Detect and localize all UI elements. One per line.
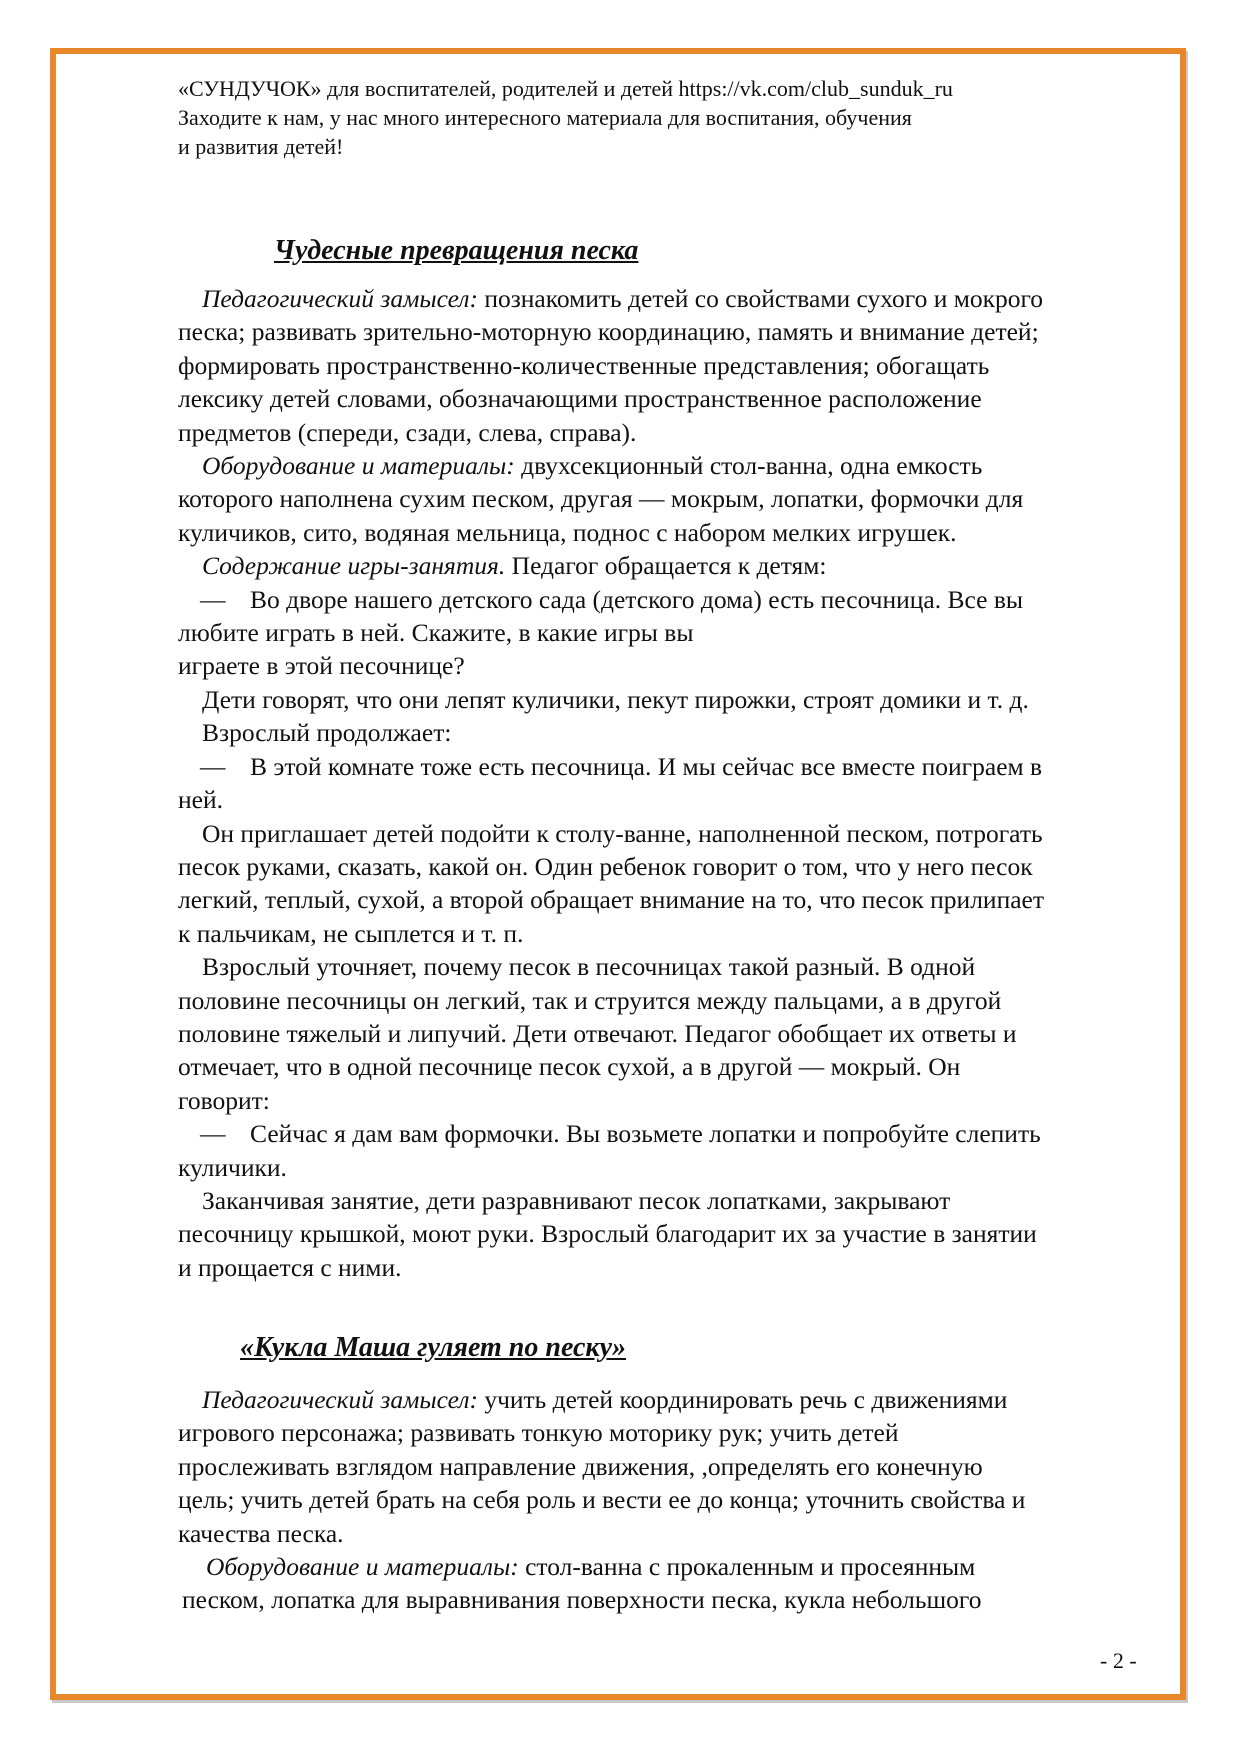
dash-mark: —	[200, 1119, 226, 1149]
page-number: - 2 -	[1100, 1648, 1137, 1673]
dash-mark: —	[200, 751, 226, 781]
paragraph-line	[178, 1550, 1150, 1583]
text: В этой комнате тоже есть песочница. И мы сейчас все вместе поиграем в	[250, 751, 1043, 781]
paragraph-line: песок руками, сказать, какой он. Один ребенок говорит о том, что у него песок	[178, 851, 1033, 881]
paragraph-line: Заканчивая занятие, дети разравнивают песок лопатками, закрывают	[202, 1185, 951, 1215]
paragraph-line: цель; учить детей брать на себя роль и вести ее до конца; уточнить свойства и	[178, 1485, 1026, 1515]
paragraph-line: Дети говорят, что они лепят куличики, пекут пирожки, строят домики и т. д.	[202, 684, 1029, 714]
text: познакомить детей со свойствами сухого и мокрого	[477, 284, 1044, 313]
label-equipment: Оборудование и материалы:	[206, 1552, 519, 1582]
dialogue-line	[178, 583, 1150, 616]
paragraph-line: к пальчикам, не сыплется и т. п.	[178, 918, 524, 948]
paragraph-line	[178, 549, 1150, 582]
paragraph-line: формировать пространственно-количественные представления; обогащать	[178, 350, 990, 380]
paragraph-line: песка; развивать зрительно-моторную координацию, память и внимание детей;	[178, 317, 1039, 347]
paragraph-line: половине тяжелый и липучий. Дети отвечают. Педагог обобщает их ответы и	[178, 1018, 1017, 1048]
paragraph-line: куличиков, сито, водяная мельница, поднос с набором мелких игрушек.	[178, 517, 957, 547]
label-content: Содержание игры-занятия.	[202, 551, 506, 581]
paragraph-line	[178, 449, 1150, 482]
label-pedagogical-goal: Педагогический замысел:	[202, 1385, 478, 1414]
paragraph-line: предметов (спереди, сзади, слева, справа).	[178, 417, 637, 447]
paragraph-line: играете в этой песочнице?	[178, 651, 465, 681]
paragraph-line: прослеживать взглядом направление движения, ,определять его конечную	[178, 1451, 983, 1481]
paragraph-line: которого наполнена сухим песком, другая — мокрым, лопатки, формочки для	[178, 484, 1024, 514]
dialogue-line	[178, 750, 1150, 783]
paragraph-line: легкий, теплый, сухой, а второй обращает внимание на то, что песок прилипает	[178, 885, 1044, 915]
paragraph-line: качества песка.	[178, 1518, 344, 1548]
paragraph-line	[178, 282, 1150, 315]
header-line-1: «СУНДУЧОК» для воспитателей, родителей и детей https://vk.com/club_sunduk_ru	[178, 76, 953, 101]
section-2-title: «Кукла Маша гуляет по песку»	[240, 1332, 627, 1363]
label-pedagogical-goal: Педагогический замысел:	[202, 284, 478, 313]
text: Во дворе нашего детского сада (детского дома) есть песочница. Все вы	[250, 584, 1024, 614]
header-line-3: и развития детей!	[178, 134, 344, 159]
paragraph-line: лексику детей словами, обозначающими пространственное расположение	[178, 384, 982, 414]
paragraph-line: Взрослый продолжает:	[202, 718, 452, 748]
paragraph-line: ней.	[178, 785, 223, 815]
text: стол-ванна с прокаленным и просеянным	[518, 1552, 976, 1582]
dash-mark: —	[200, 584, 226, 614]
paragraph-line: песком, лопатка для выравнивания поверхности песка, кукла небольшого	[182, 1585, 982, 1615]
paragraph-line: песочницу крышкой, моют руки. Взрослый благодарит их за участие в занятии	[178, 1219, 1037, 1249]
section-2-body	[178, 1383, 1150, 1617]
paragraph-line: половине песочницы он легкий, так и струится между пальцами, а в другой	[178, 985, 1002, 1015]
text: учить детей координировать речь с движениями	[477, 1385, 1008, 1414]
paragraph-line: говорит:	[178, 1085, 270, 1115]
text: Сейчас я дам вам формочки. Вы возьмете лопатки и попробуйте слепить	[250, 1119, 1041, 1149]
paragraph-line: куличики.	[178, 1152, 287, 1182]
paragraph-line: Взрослый уточняет, почему песок в песочницах такой разный. В одной	[202, 952, 976, 982]
paragraph-line	[178, 1383, 1150, 1416]
label-equipment: Оборудование и материалы:	[202, 451, 515, 481]
section-1-body	[178, 282, 1150, 1284]
text: Педагог обращается к детям:	[505, 551, 827, 581]
paragraph-line: любите играть в ней. Скажите, в какие игры вы	[178, 618, 694, 648]
paragraph-line: Он приглашает детей подойти к столу-ванне, наполненной песком, потрогать	[202, 818, 1043, 848]
header-line-2: Заходите к нам, у нас много интересного материала для воспитания, обучения	[178, 105, 912, 130]
site-header	[178, 74, 1078, 161]
text: двухсекционный стол-ванна, одна емкость	[514, 451, 983, 481]
paragraph-line: и прощается с ними.	[178, 1252, 402, 1282]
section-1-title: Чудесные превращения песка	[274, 235, 639, 266]
dialogue-line	[178, 1117, 1150, 1150]
paragraph-line: игрового персонажа; развивать тонкую моторику рук; учить детей	[178, 1418, 899, 1448]
paragraph-line: отмечает, что в одной песочнице песок сухой, а в другой — мокрый. Он	[178, 1052, 961, 1082]
